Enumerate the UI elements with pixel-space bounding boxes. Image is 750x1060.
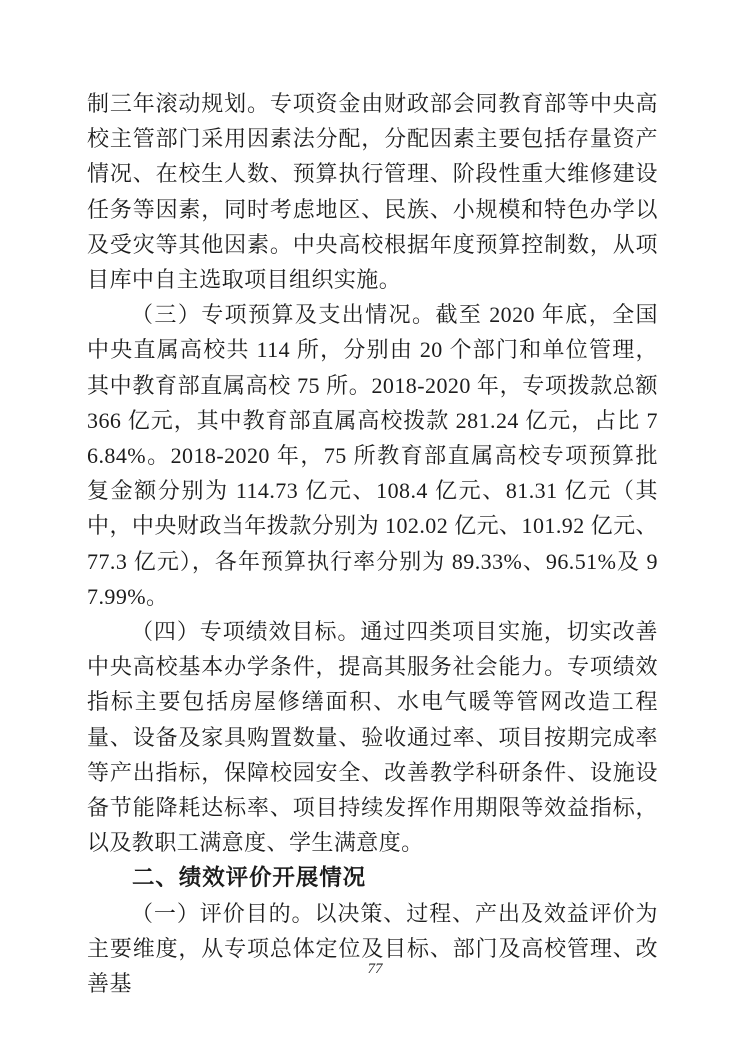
paragraph: （三）专项预算及支出情况。截至 2020 年底，全国中央直属高校共 114 所，分别由 20 个部门和单位管理，其中教育部直属高校 75 所。2018-2020 年，专项拨款总额 366 亿元，其中教育部直属高校拨款 281.24 亿元，占比 76.84%。2018-2020 年，75 所教育部直属高校专项预算批复金额分别为 114.73 亿元、108.4 亿元、81.31 亿元（其中，中央财政当年拨款分别为 102.02 亿元、101.92 亿元、77.3 亿元），各年预算执行率分别为 89.33%、96.51%及 97.99%。 bbox=[87, 302, 658, 609]
paragraph: （一）评价目的。以决策、过程、产出及效益评价为主要维度，从专项总体定位及目标、部门及高校管理、改善基 bbox=[87, 900, 658, 997]
page-number: 77 bbox=[367, 961, 383, 977]
section-heading: 二、绩效评价开展情况 bbox=[132, 865, 367, 891]
document-body bbox=[87, 86, 658, 1001]
paragraph: 制三年滚动规划。专项资金由财政部会同教育部等中央高校主管部门采用因素法分配，分配因素主要包括存量资产情况、在校生人数、预算执行管理、阶段性重大维修建设任务等因素，同时考虑地区、民族、小规模和特色办学以及受灾等其他因素。中央高校根据年度预算控制数，从项目库中自主选取项目组织实施。 bbox=[87, 91, 658, 293]
paragraph: （四）专项绩效目标。通过四类项目实施，切实改善中央高校基本办学条件，提高其服务社会能力。专项绩效指标主要包括房屋修缮面积、水电气暖等管网改造工程量、设备及家具购置数量、验收通过率、项目按期完成率等产出指标，保障校园安全、改善教学科研条件、设施设备节能降耗达标率、项目持续发挥作用期限等效益指标，以及教职工满意度、学生满意度。 bbox=[87, 619, 658, 856]
